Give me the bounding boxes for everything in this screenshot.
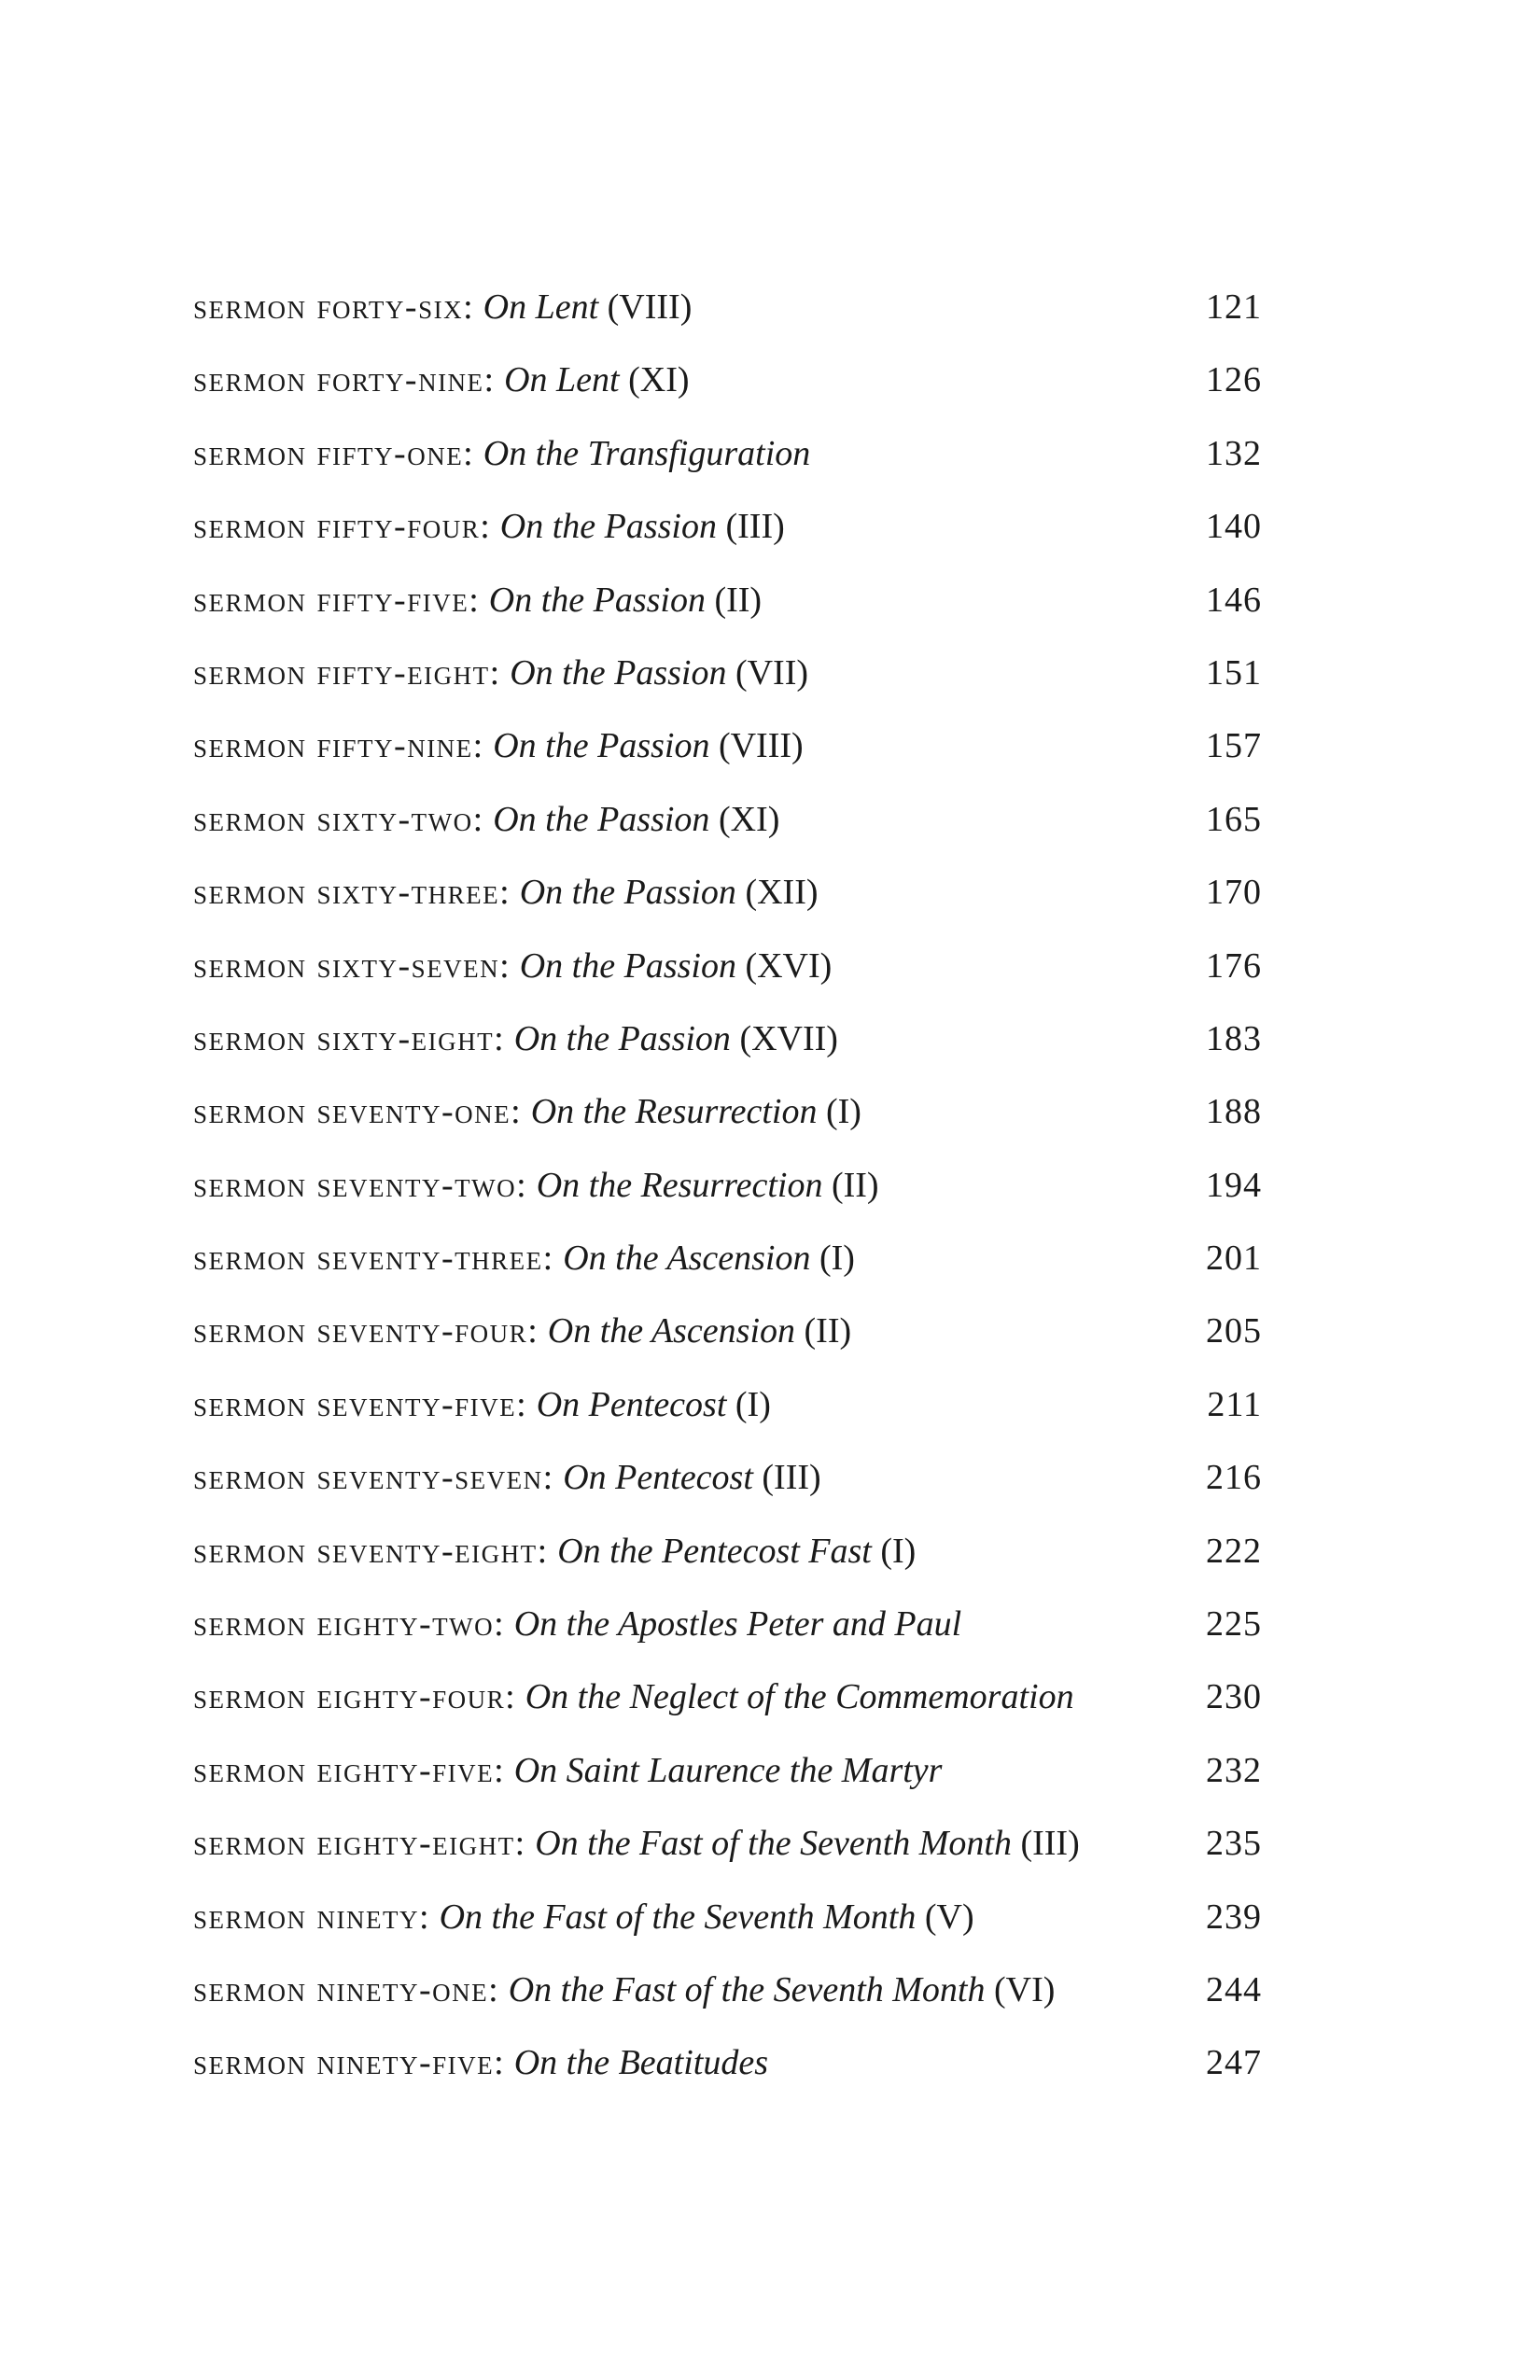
sermon-label: sermon eighty-four: [193, 1677, 517, 1717]
entry-title [193, 417, 810, 490]
page-number: 121 [1206, 287, 1262, 327]
entry-title [193, 1295, 851, 1367]
sermon-label: sermon fifty-nine: [193, 726, 484, 766]
page-number: 239 [1206, 1897, 1262, 1937]
sermon-label: sermon fifty-five: [193, 580, 481, 620]
sermon-subject: On the Passion [510, 652, 727, 693]
sermon-subject: On the Passion [513, 1018, 731, 1058]
entry-title [193, 564, 762, 637]
sermon-part-number: (V) [924, 1897, 974, 1937]
sermon-label: sermon fifty-eight: [193, 652, 501, 693]
entry-title [193, 1149, 879, 1222]
page-number: 151 [1206, 652, 1262, 693]
toc-entry[interactable] [193, 343, 1262, 416]
sermon-subject: On the Fast of the Seventh Month [508, 1969, 986, 2009]
sermon-part-number: (I) [880, 1531, 917, 1571]
page-number: 247 [1206, 2043, 1262, 2083]
page-number: 205 [1206, 1311, 1262, 1351]
page-number: 126 [1206, 360, 1262, 400]
toc-entry[interactable] [193, 1807, 1262, 1880]
toc-entry[interactable] [193, 1368, 1262, 1441]
sermon-label: sermon eighty-two: [193, 1604, 506, 1645]
sermon-subject: On the Resurrection [530, 1092, 818, 1132]
sermon-part-number: (I) [825, 1092, 861, 1132]
sermon-label: sermon fifty-four: [193, 507, 492, 547]
entry-title [193, 1441, 821, 1514]
sermon-label: sermon seventy-five: [193, 1384, 528, 1424]
toc-entry[interactable] [193, 856, 1262, 929]
toc-entry[interactable] [193, 1149, 1262, 1222]
sermon-label: sermon seventy-one: [193, 1092, 523, 1132]
sermon-part-number: (III) [762, 1458, 821, 1498]
sermon-part-number: (VII) [735, 652, 809, 693]
sermon-subject: On the Fast of the Seventh Month [439, 1897, 917, 1937]
sermon-subject: On the Fast of the Seventh Month [535, 1824, 1012, 1864]
sermon-label: sermon forty-six: [193, 287, 475, 327]
entry-title [193, 1734, 942, 1807]
sermon-label: sermon sixty-three: [193, 873, 511, 913]
sermon-label: sermon fifty-one: [193, 433, 475, 473]
sermon-subject: On the Passion [493, 799, 710, 839]
sermon-label: sermon sixty-seven: [193, 945, 511, 986]
sermon-subject: On the Passion [519, 873, 736, 913]
sermon-part-number: (II) [714, 580, 763, 620]
entry-title [193, 2026, 768, 2099]
entry-title [193, 1075, 861, 1148]
toc-entry[interactable] [193, 783, 1262, 856]
toc-entry[interactable] [193, 1441, 1262, 1514]
table-of-contents [193, 271, 1262, 2100]
sermon-subject: On the Ascension [563, 1239, 811, 1279]
page-number: 222 [1206, 1531, 1262, 1571]
sermon-subject: On the Passion [519, 945, 736, 986]
sermon-label: sermon sixty-two: [193, 799, 484, 839]
sermon-label: sermon seventy-three: [193, 1239, 554, 1279]
sermon-label: sermon ninety-five: [193, 2043, 506, 2083]
entry-title [193, 1953, 1055, 2026]
sermon-subject: On the Pentecost Fast [557, 1531, 872, 1571]
sermon-subject: On Pentecost [563, 1458, 753, 1498]
entry-title [193, 271, 692, 343]
page-number: 244 [1206, 1969, 1262, 2009]
sermon-subject: On the Transfiguration [483, 433, 811, 473]
sermon-part-number: (II) [831, 1165, 879, 1205]
toc-entry[interactable] [193, 1515, 1262, 1588]
sermon-subject: On Pentecost [536, 1384, 727, 1424]
sermon-subject: On the Passion [499, 507, 717, 547]
page-number: 235 [1206, 1824, 1262, 1864]
sermon-subject: On Lent [483, 287, 599, 327]
toc-entry[interactable] [193, 1660, 1262, 1733]
entry-title [193, 783, 779, 856]
toc-entry[interactable] [193, 2026, 1262, 2099]
page-number: 201 [1206, 1239, 1262, 1279]
sermon-part-number: (III) [1020, 1824, 1080, 1864]
sermon-part-number: (XII) [745, 873, 819, 913]
entry-title [193, 1368, 771, 1441]
toc-entry[interactable] [193, 564, 1262, 637]
page-number: 211 [1207, 1384, 1262, 1424]
sermon-label: sermon seventy-two: [193, 1165, 528, 1205]
sermon-subject: On the Apostles Peter and Paul [513, 1604, 962, 1645]
entry-title [193, 1807, 1080, 1880]
page-number: 132 [1206, 433, 1262, 473]
entry-title [193, 1881, 974, 1953]
sermon-label: sermon ninety-one: [193, 1969, 500, 2009]
sermon-part-number: (I) [735, 1384, 771, 1424]
sermon-label: sermon seventy-seven: [193, 1458, 554, 1498]
sermon-part-number: (XVII) [739, 1018, 838, 1058]
toc-entry[interactable] [193, 1953, 1262, 2026]
entry-title [193, 1515, 916, 1588]
toc-entry[interactable] [193, 1222, 1262, 1295]
sermon-subject: On the Beatitudes [513, 2043, 768, 2083]
entry-title [193, 1222, 855, 1295]
sermon-label: sermon seventy-four: [193, 1311, 539, 1351]
toc-entry[interactable] [193, 490, 1262, 563]
entry-title [193, 930, 832, 1002]
sermon-label: sermon forty-nine: [193, 360, 496, 400]
toc-entry[interactable] [193, 1295, 1262, 1367]
toc-entry[interactable] [193, 637, 1262, 709]
sermon-label: sermon eighty-five: [193, 1750, 506, 1790]
sermon-subject: On the Resurrection [536, 1165, 823, 1205]
entry-title [193, 637, 808, 709]
page-number: 165 [1206, 799, 1262, 839]
sermon-subject: On the Passion [493, 726, 710, 766]
toc-entry[interactable] [193, 1588, 1262, 1660]
sermon-part-number: (XI) [628, 360, 690, 400]
page-number: 216 [1206, 1458, 1262, 1498]
toc-entry[interactable] [193, 930, 1262, 1002]
page-number: 170 [1206, 873, 1262, 913]
toc-entry[interactable] [193, 1734, 1262, 1807]
page-number: 194 [1206, 1165, 1262, 1205]
page-number: 157 [1206, 726, 1262, 766]
page-number: 232 [1206, 1750, 1262, 1790]
sermon-subject: On Saint Laurence the Martyr [513, 1750, 943, 1790]
sermon-part-number: (III) [725, 507, 785, 547]
page-number: 146 [1206, 580, 1262, 620]
toc-entry[interactable] [193, 417, 1262, 490]
toc-entry[interactable] [193, 271, 1262, 343]
sermon-part-number: (XVI) [745, 945, 833, 986]
sermon-label: sermon sixty-eight: [193, 1018, 506, 1058]
entry-title [193, 1588, 961, 1660]
toc-entry[interactable] [193, 709, 1262, 782]
sermon-label: sermon seventy-eight: [193, 1531, 549, 1571]
page-number: 230 [1206, 1677, 1262, 1717]
toc-entry[interactable] [193, 1002, 1262, 1075]
sermon-subject: On Lent [504, 360, 620, 400]
sermon-part-number: (XI) [718, 799, 780, 839]
entry-title [193, 1002, 838, 1075]
page-number: 176 [1206, 945, 1262, 986]
sermon-subject: On the Passion [488, 580, 706, 620]
page-number: 225 [1206, 1604, 1262, 1645]
sermon-label: sermon eighty-eight: [193, 1824, 526, 1864]
sermon-label: sermon ninety: [193, 1897, 431, 1937]
sermon-part-number: (II) [804, 1311, 852, 1351]
sermon-subject: On the Ascension [547, 1311, 796, 1351]
page-number: 183 [1206, 1018, 1262, 1058]
sermon-subject: On the Neglect of the Commemoration [525, 1677, 1074, 1717]
entry-title [193, 490, 785, 563]
sermon-part-number: (VIII) [718, 726, 804, 766]
sermon-part-number: (VIII) [607, 287, 693, 327]
page-number: 140 [1206, 507, 1262, 547]
entry-title [193, 1660, 1074, 1733]
sermon-part-number: (VI) [993, 1969, 1056, 2009]
entry-title [193, 856, 819, 929]
entry-title [193, 343, 690, 416]
toc-entry[interactable] [193, 1881, 1262, 1953]
page-number: 188 [1206, 1092, 1262, 1132]
toc-entry[interactable] [193, 1075, 1262, 1148]
sermon-part-number: (I) [819, 1239, 855, 1279]
entry-title [193, 709, 804, 782]
